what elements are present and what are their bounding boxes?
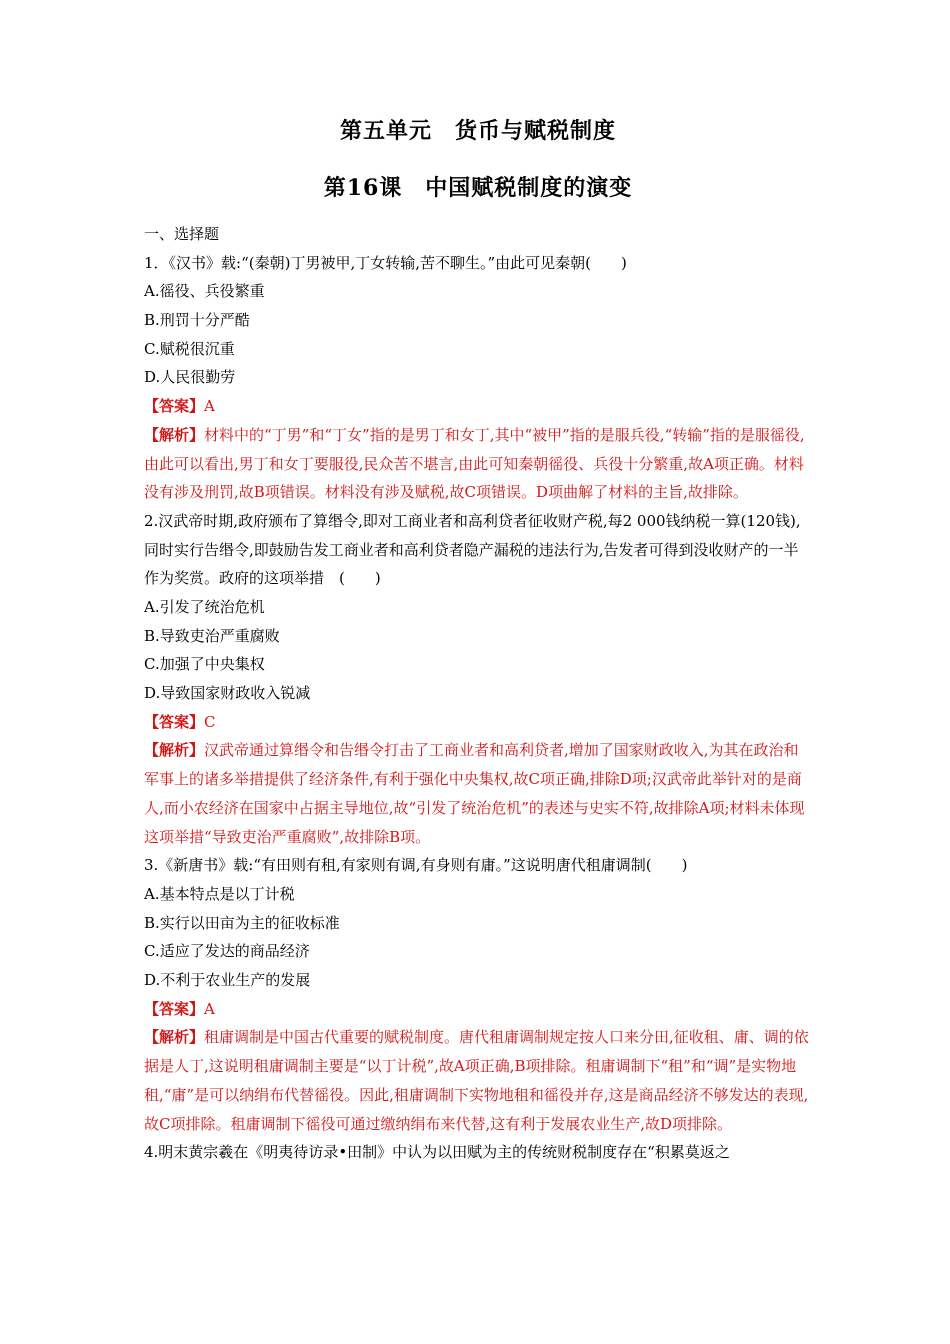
question-1 (144, 249, 812, 507)
option-b: B.导致吏治严重腐败 (144, 626, 280, 645)
question-stem: 1．《汉书》载:“(秦朝)丁男被甲,丁女转输,苦不聊生。”由此可见秦朝( ) (144, 253, 627, 272)
section-heading: 一、选择题 (144, 225, 220, 243)
answer-tag: 【答案】 (144, 712, 205, 731)
answer-tag: 【答案】 (144, 999, 205, 1018)
option-d: D.人民很勤劳 (144, 368, 236, 387)
option-c: C.赋税很沉重 (144, 339, 235, 358)
analysis-block (144, 421, 812, 507)
option-b: B.实行以田亩为主的征收标准 (144, 913, 340, 932)
question-stem: 3.《新唐书》载:“有田则有租,有家则有调,有身则有庸。”这说明唐代租庸调制( ) (144, 856, 688, 875)
option-b: B.刑罚十分严酷 (144, 311, 250, 330)
answer-line (144, 392, 812, 421)
answer-value: C (204, 712, 216, 731)
analysis-text: 租庸调制是中国古代重要的赋税制度。唐代租庸调制规定按人口来分田,征收租、庸、调的依据是人丁,这说明租庸调制主要是“以丁计税”,故A项正确,B项排除。租庸调制下“租”和“调”是实物地租,“庸”是可以纳绢布代替徭役。因此,租庸调制下实物地租和徭役并存,这是商品经济不够发达的表现,故C项排除。租庸调制下徭役可通过缴纳绢布来代替,这有利于发展农业生产,故D项排除。 (144, 1028, 809, 1133)
analysis-block (144, 736, 812, 851)
question-3 (144, 851, 812, 1138)
option-d: D.不利于农业生产的发展 (144, 971, 311, 990)
lesson-title: 第16课 中国赋税制度的演变 (323, 175, 633, 201)
question-4-stem: 4.明末黄宗羲在《明夷待访录•田制》中认为以田赋为主的传统财税制度存在“积累莫返之 (144, 1143, 730, 1162)
question-stem: 2.汉武帝时期,政府颁布了算缗令,即对工商业者和高利贷者征收财产税,每2 000钱纳税一算(120钱),同时实行告缗令,即鼓励告发工商业者和高利贷者隐产漏税的违法行为,告发者可得到没收财产的一半作为奖赏。政府的这项举措 ( ) (144, 511, 801, 588)
analysis-text: 材料中的“丁男”和“丁女”指的是男丁和女丁,其中“被甲”指的是服兵役,“转输”指的是服徭役,由此可以看出,男丁和女丁要服役,民众苦不堪言,由此可知秦朝徭役、兵役十分繁重,故A项正确。材料没有涉及刑罚,故B项错误。材料没有涉及赋税,故C项错误。D项曲解了材料的主旨,故排除。 (144, 425, 805, 502)
question-2 (144, 507, 812, 851)
option-c: C.适应了发达的商品经济 (144, 942, 310, 961)
option-a: A.基本特点是以丁计税 (144, 884, 295, 903)
analysis-tag: 【解析】 (144, 741, 205, 760)
option-c: C.加强了中央集权 (144, 655, 265, 674)
answer-value: A (204, 999, 215, 1018)
analysis-block (144, 1023, 812, 1138)
analysis-text: 汉武帝通过算缗令和告缗令打击了工商业者和高利贷者,增加了国家财政收入,为其在政治和军事上的诸多举措提供了经济条件,有利于强化中央集权,故C项正确,排除D项;汉武帝此举针对的是商人,而小农经济在国家中占据主导地位,故“引发了统治危机”的表述与史实不符,故排除A项;材料未体现这项举措“导致吏治严重腐败”,故排除B项。 (144, 741, 805, 846)
answer-value: A (204, 397, 215, 416)
option-d: D.导致国家财政收入锐减 (144, 684, 311, 703)
option-a: A.引发了统治危机 (144, 598, 265, 617)
answer-tag: 【答案】 (144, 397, 205, 416)
option-a: A.徭役、兵役繁重 (144, 282, 265, 301)
answer-line (144, 995, 812, 1024)
analysis-tag: 【解析】 (144, 425, 205, 444)
answer-line (144, 708, 812, 737)
question-content (144, 220, 812, 1167)
analysis-tag: 【解析】 (144, 1028, 205, 1047)
unit-title: 第五单元 货币与赋税制度 (339, 118, 616, 144)
